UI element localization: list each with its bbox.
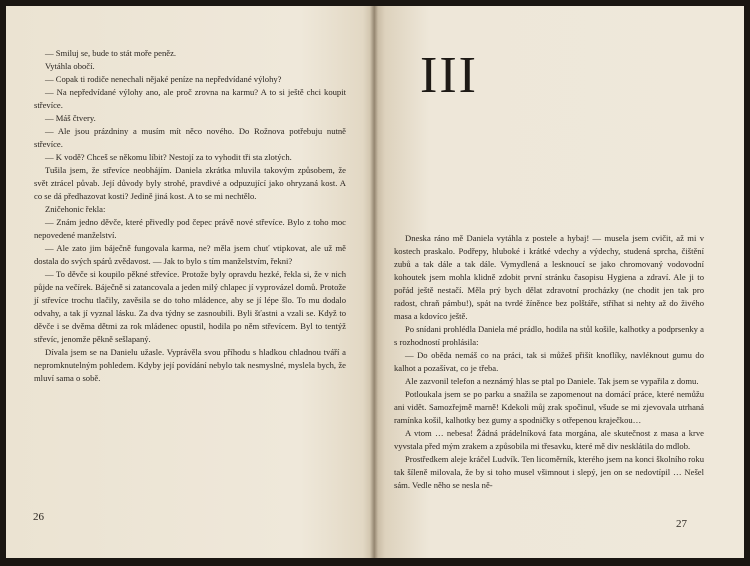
paragraph: Vytáhla obočí. <box>45 61 95 71</box>
paragraph: — Máš čtvery. <box>45 113 96 123</box>
right-page <box>374 6 744 558</box>
paragraph: — Znám jedno děvče, které přivedly pod čepec právě nové střevíce. Bylo z toho moc nepovedené manželství. <box>34 217 346 240</box>
paragraph: Zničehonic řekla: <box>45 204 106 214</box>
chapter-title: III <box>420 47 478 104</box>
paragraph: Prostředkem aleje kráčel Ludvík. Ten licoměrník, kterého jsem na konci školního roku tak šíleně milovala, že by si toho musel všimnout i slepý, jen on se nedovtípil … Nešel sám. Vedle něho se nesla ně- <box>394 454 704 490</box>
paragraph: — Smiluj se, bude to stát moře peněz. <box>45 48 177 58</box>
paragraph: — K vodě? Chceš se někomu líbit? Nestojí za to vyhodit tři sta zlotých. <box>45 152 292 162</box>
left-page <box>6 6 374 558</box>
paragraph: — Ale zato jim báječně fungovala karma, ne? měla jsem chuť vtipkovat, ale už mě dostala do svých spárů zvědavost. — Jak to bylo s tím manželstvím, řekni? <box>34 243 346 266</box>
paragraph: — Do oběda nemáš co na práci, tak si můžeš přišít knoflíky, navléknout gumu do kalhot a pozašívat, co je třeba. <box>394 350 704 373</box>
page-number: 26 <box>33 511 44 523</box>
paragraph: Dneska ráno mě Daniela vytáhla z postele a hybaj! — musela jsem cvičit, až mi v kostech praskalo. Podřepy, hluboké i krátké vdechy a výdechy, studená sprcha, čištění zubů a tak dále a tak dále. Vymydlená a lesknoucí se jako chromovaný vodovodní kohoutek jsem mohla klidně zdobit první stránku časopisu Hygiena a zdraví. Ale ji to pořád ještě nestačí. Měla prý bych dělat zdravotní procházky (ne chodit jen tak pro radost, chraň pámbu!), spát na tvrdé žíněnce bez polštáře, stříhat si nehty až do živého masa a kdovíco ještě. <box>394 233 704 321</box>
paragraph: — To děvče si koupilo pěkné střevíce. Protože byly opravdu hezké, řekla si, že v nich půjde na večírek. Báječně si zatancovala a jeden milý chlapec jí vyprovázel domů. Protože jí střevíce trochu tlačily, zavěsila se do toho mládence, aby se jí lépe šlo. To mu dodalo odvahy, a tak jí vyznal lásku. Za dva týdny se zasnoubili. Byli šťastni a vzali se. Když to děvče i se dvěma dětmi za rok mládenec opustil, hodila po něm střevícem. Byl to tentýž střevíc, jenomže pěkně sešlapaný. <box>34 269 346 344</box>
paragraph: Potloukala jsem se po parku a snažila se zapomenout na domácí práce, které nemůžu ani vidět. Samozřejmě marně! Kdekoli můj zrak spočinul, všude se mi zjevovala utrhaná ramínka košil, kalhotky bez gumy a spodničky s otřepenou kraječkou… <box>394 389 704 425</box>
paragraph: Tušila jsem, že střevíce neobhájím. Daniela zkrátka mluvila takovým způsobem, že svět ztrácel půvab. Její důvody byly strohé, pravdivé a odpuzující jako ohryzaná kost. A co se dá předhazovat kosti? Jedině jiná kost. A to se mi nechtělo. <box>34 165 346 201</box>
paragraph: — Na nepředvídané výlohy ano, ale proč zrovna na karmu? A to si ještě chci koupit střevíce. <box>34 87 346 110</box>
paragraph: Ale zazvonil telefon a neznámý hlas se ptal po Daniele. Tak jsem se vypařila z domu. <box>405 376 699 386</box>
paragraph: Dívala jsem se na Danielu užasle. Vyprávěla svou příhodu s hladkou chladnou tváří a nepromknutelným pohledem. Kdyby její povídání nebylo tak nesmyslné, myslela bych, že mluví sama o sobě. <box>34 347 346 383</box>
book-spread <box>6 6 744 558</box>
paragraph: — Ale jsou prázdniny a musím mít něco nového. Do Rožnova potřebuju nutně střevíce. <box>34 126 346 149</box>
book-gutter <box>370 6 378 558</box>
right-page-text <box>394 232 704 492</box>
page-number: 27 <box>676 518 687 530</box>
paragraph: Po snídani prohlédla Daniela mé prádlo, hodila na stůl košile, kalhotky a podprsenky a s rozhodností prohlásila: <box>394 324 704 347</box>
paragraph: — Copak ti rodiče nenechali nějaké peníze na nepředvídané výlohy? <box>45 74 282 84</box>
left-page-text <box>34 47 346 385</box>
paragraph: A vtom … nebesa! Žádná prádelníková fata morgána, ale skutečnost z masa a krve vyvstala před mým zrakem a způsobila mi třesavku, které mě div nesklátila do mdlob. <box>394 428 704 451</box>
